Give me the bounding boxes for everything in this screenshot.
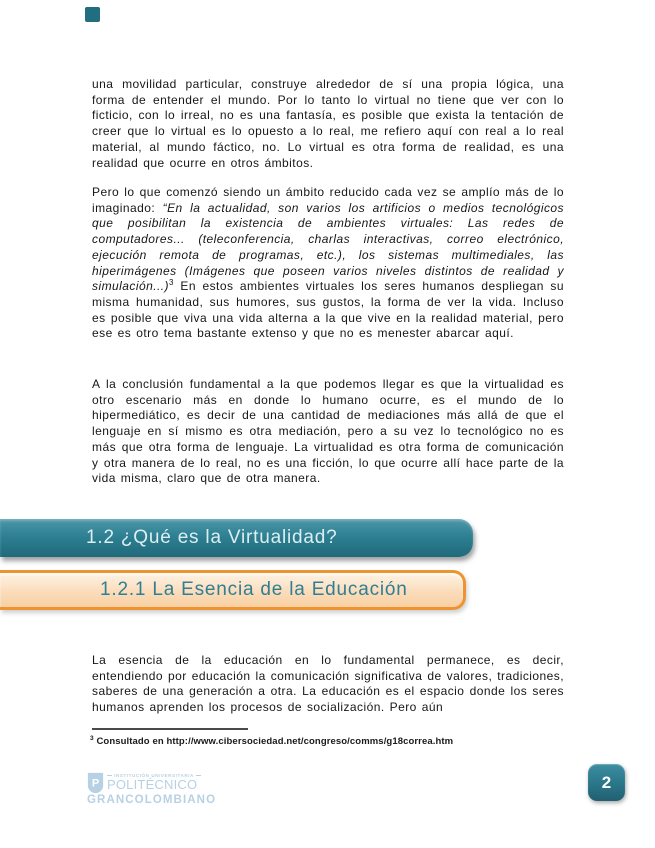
footnote <box>90 736 570 747</box>
page-number-badge <box>588 764 625 801</box>
quoted-citation-text: “En la actualidad, son varios los artificios o medios tecnológicos que posibilitan la existencia de ambientes virtuales: Las redes de computadores... (teleconferencia, charlas interactivas, correo electrónico, ejecución remota de programas, etc.), los sistemas multimediales, las hiperimágenes (Imágenes que poseen varios niveles distintos de realidad y simulación...) <box>92 200 564 294</box>
section-heading-text: 1.2 ¿Qué es la Virtualidad? <box>86 527 338 548</box>
footnote-marker: 3 <box>90 734 94 742</box>
paragraph-esencia-educacion: La esencia de la educación en lo fundamental permanece, es decir, entendiendo por educación la comunicación significativa de valores, tradiciones, saberes de una generación a otra. La educación es el espacio donde los seres humanos aprenden los procesos de socialización. Pero aún <box>92 653 564 715</box>
page-number-value: 2 <box>601 772 612 792</box>
paragraph-ambientes-virtuales <box>92 185 564 342</box>
section-heading-banner <box>0 519 473 557</box>
logo-rule-left <box>107 775 112 776</box>
subsection-heading-text: 1.2.1 La Esencia de la Educación <box>100 579 408 600</box>
logo-subname-text: GRANCOLOMBIANO <box>87 794 217 806</box>
logo-shield-icon <box>87 772 104 794</box>
logo-rule-right <box>196 775 201 776</box>
corner-accent-square <box>85 7 100 22</box>
paragraph-lead-text: Pero lo que comenzó siendo un ámbito reducido cada vez se amplío más de lo imaginado: <box>92 185 564 215</box>
subsection-heading-banner <box>0 570 466 610</box>
paragraph-conclusion: A la conclusión fundamental a la que podemos llegar es que la virtualidad es otro escenario más en donde lo humano ocurre, es el mundo de lo hipermediático, es decir de una cantidad de mediaciones más allá de que el lenguaje en sí mismo es otra mediación, pero a su vez lo tecnológico no es más que otra forma de lenguaje. La virtualidad es otra forma de comunicación y otra manera de lo real, no es una ficción, lo que ocurre allí hace parte de la vida misma, claro que de otra manera. <box>92 377 564 486</box>
svg-text:P: P <box>91 777 100 790</box>
institution-logo <box>87 772 217 806</box>
paragraph-tail-text: En estos ambientes virtuales los seres humanos despliegan su misma humanidad, sus humores, sus gustos, la forma de ver la vida. Incluso es posible que viva una vida alterna a la que vive en la realidad material, pero ese es otro tema bastante extenso y que no es menester abarcar aquí. <box>92 279 564 341</box>
logo-name-text: POLITÉCNICO <box>107 777 198 792</box>
footnote-reference: 3 <box>169 278 174 288</box>
paragraph-virtual-logic: una movilidad particular, construye alrededor de sí una propia lógica, una forma de entender el mundo. Por lo tanto lo virtual no tiene que ver con lo ficticio, con lo irreal, no es una fantasía, es posible que exista la tentación de creer que lo virtual es lo opuesto a lo real, me refiero aquí con real a lo real material, al mundo fáctico, no. Lo virtual es otra forma de realidad, es una realidad que ocurre en otros ámbitos. <box>92 77 564 170</box>
footnote-separator-line <box>92 728 248 730</box>
logo-institution-text: INSTITUCIÓN UNIVERSITARIA <box>114 773 194 778</box>
footnote-url-text: Consultado en http://www.cibersociedad.net/congreso/comms/g18correa.htm <box>96 736 454 747</box>
